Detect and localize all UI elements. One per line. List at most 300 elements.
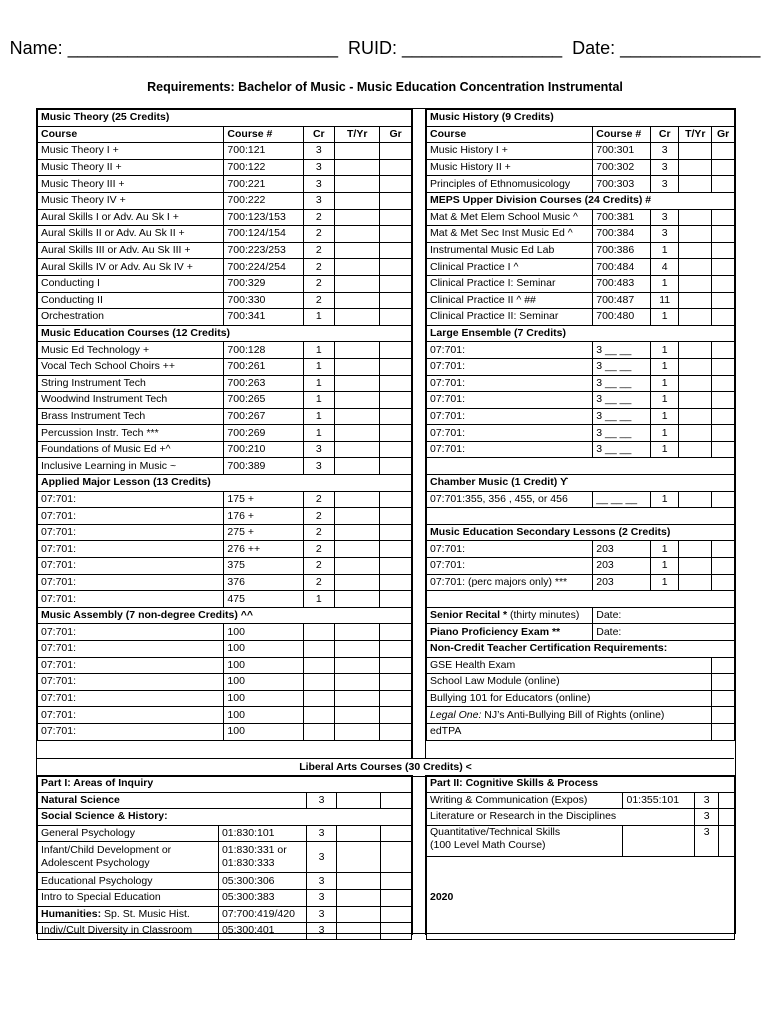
course-number: 175 +	[224, 491, 303, 508]
blank-cell	[335, 574, 380, 591]
course-number: 100	[224, 657, 303, 674]
blank-cell	[712, 259, 735, 276]
course-cr	[303, 674, 335, 691]
course-name: 07:701:	[38, 558, 224, 575]
part2-title: Part II: Cognitive Skills & Process	[427, 776, 735, 793]
edtpa-item: edTPA	[427, 723, 712, 740]
course-name: General Psychology	[38, 825, 219, 842]
course-name: 07:701:	[38, 723, 224, 740]
course-name: Conducting II	[38, 292, 224, 309]
table-row	[38, 242, 412, 259]
blank-cell	[335, 723, 380, 740]
senior-recital-row	[427, 607, 735, 624]
blank-cell	[335, 674, 380, 691]
course-name: Intro to Special Education	[38, 889, 219, 906]
course-cr	[303, 723, 335, 740]
blank-cell	[380, 674, 412, 691]
secondary-lessons-section	[427, 524, 735, 541]
course-number: 05:300:306	[218, 873, 306, 890]
blank-cell	[712, 358, 735, 375]
course-name: 07:701:	[38, 508, 224, 525]
blank-cell	[335, 176, 380, 193]
course-number: 700:389	[224, 458, 303, 475]
course-cr: 1	[651, 275, 679, 292]
table-row	[38, 176, 412, 193]
table-row	[38, 624, 412, 641]
course-name: Clinical Practice II: Seminar	[427, 309, 593, 326]
blank-cell	[380, 176, 412, 193]
course-name: Music Theory II +	[38, 159, 224, 176]
course-name: 07:701:	[427, 425, 593, 442]
course-cr: 3	[303, 143, 335, 160]
blank-cell	[679, 392, 712, 409]
humanities-number: 07:700:419/420	[218, 906, 306, 923]
course-number: 700:223/253	[224, 242, 303, 259]
social-science-title: Social Science & History:	[38, 809, 412, 826]
table-row	[38, 558, 412, 575]
course-number: 100	[224, 707, 303, 724]
course-name: Music Theory IV +	[38, 192, 224, 209]
course-name: Conducting I	[38, 275, 224, 292]
blank-cell	[335, 259, 380, 276]
course-number: 700:221	[224, 176, 303, 193]
table-row	[38, 375, 412, 392]
table-row	[38, 358, 412, 375]
piano-label: Piano Proficiency Exam **	[427, 624, 593, 641]
table-row	[38, 524, 412, 541]
blank-cell	[712, 441, 735, 458]
course-name: 07:701:	[427, 342, 593, 359]
table-row	[38, 674, 412, 691]
course-name: Principles of Ethnomusicology	[427, 176, 593, 193]
course-name: Woodwind Instrument Tech	[38, 392, 224, 409]
blank-cell	[712, 425, 735, 442]
course-number: 700:384	[593, 226, 651, 243]
meps-section-title: MEPS Upper Division Courses (24 Credits) #	[427, 192, 735, 209]
blank-cell	[679, 259, 712, 276]
course-cr: 1	[651, 425, 679, 442]
blank-cell	[679, 176, 712, 193]
course-name: Inclusive Learning in Music ~	[38, 458, 224, 475]
blank-cell	[679, 408, 712, 425]
course-name: Music History II +	[427, 159, 593, 176]
blank-cell	[712, 491, 735, 508]
part1-title: Part I: Areas of Inquiry	[38, 776, 412, 793]
quant-cr: 3	[695, 825, 719, 856]
course-number: 700:329	[224, 275, 303, 292]
course-number: 700:267	[224, 408, 303, 425]
large-ensemble-section-title: Large Ensemble (7 Credits)	[427, 325, 735, 342]
table-row	[38, 707, 412, 724]
blank-cell	[679, 275, 712, 292]
table-row	[38, 591, 412, 608]
course-name: 07:701:	[38, 707, 224, 724]
course-cr: 3	[651, 159, 679, 176]
course-cr: 2	[303, 259, 335, 276]
table-row	[38, 425, 412, 442]
humanities-course: Humanities: Sp. St. Music Hist.	[38, 906, 219, 923]
noncredit-item: GSE Health Exam	[427, 657, 712, 674]
blank-cell	[380, 375, 412, 392]
course-number: 700:386	[593, 242, 651, 259]
blank-cell	[380, 242, 412, 259]
blank-cell	[712, 275, 735, 292]
blank-cell	[380, 342, 412, 359]
blank-cell	[335, 491, 380, 508]
large-ensemble-section	[427, 325, 735, 342]
blank-cell	[335, 375, 380, 392]
left-requirements-table	[37, 109, 412, 741]
course-name: 07:701:	[38, 591, 224, 608]
course-number: 700:222	[224, 192, 303, 209]
course-number: 700:301	[593, 143, 651, 160]
table-row	[38, 292, 412, 309]
course-cr: 3	[303, 458, 335, 475]
course-cr	[303, 641, 335, 658]
course-name: 07:701:	[38, 641, 224, 658]
blank-cell	[380, 707, 412, 724]
blank-cell	[380, 541, 412, 558]
course-cr: 2	[303, 524, 335, 541]
blank-cell	[380, 591, 412, 608]
blank-cell	[335, 707, 380, 724]
course-name: Brass Instrument Tech	[38, 408, 224, 425]
blank-cell	[380, 574, 412, 591]
indiv-cr: 3	[306, 923, 337, 940]
blank-cell	[335, 441, 380, 458]
writing-course: Writing & Communication (Expos)	[427, 792, 623, 809]
noncredit-section-title: Non-Credit Teacher Certification Requirements:	[427, 641, 735, 658]
blank-cell	[335, 508, 380, 525]
natural-science-label: Natural Science	[38, 792, 307, 809]
blank-cell	[380, 226, 412, 243]
blank-cell	[712, 226, 735, 243]
blank-cell	[380, 392, 412, 409]
course-name: 07:701:	[427, 558, 593, 575]
course-cr: 2	[303, 209, 335, 226]
course-number: 3 __ __	[593, 375, 651, 392]
course-number: 700:210	[224, 441, 303, 458]
music-theory-section-title: Music Theory (25 Credits)	[38, 110, 412, 127]
noncredit-row	[427, 674, 735, 691]
blank-cell	[679, 342, 712, 359]
table-row	[38, 574, 412, 591]
music-ed-section	[38, 325, 412, 342]
noncredit-item: Bullying 101 for Educators (online)	[427, 690, 712, 707]
blank-cell	[335, 275, 380, 292]
blank-cell	[335, 159, 380, 176]
literature-course: Literature or Research in the Disciplines	[427, 809, 695, 826]
music-history-section	[427, 110, 735, 127]
blank-cell	[712, 176, 735, 193]
course-number: 700:128	[224, 342, 303, 359]
course-number: 275 +	[224, 524, 303, 541]
course-name: 07:701:	[427, 358, 593, 375]
noncredit-row	[427, 723, 735, 740]
blank-cell	[712, 690, 735, 707]
blank-cell	[380, 508, 412, 525]
course-name: 07:701:	[38, 541, 224, 558]
infant-course: Infant/Child Development or Adolescent Psychology	[38, 842, 219, 873]
course-number: 700:303	[593, 176, 651, 193]
course-name: Foundations of Music Ed +^	[38, 441, 224, 458]
blank-cell	[335, 657, 380, 674]
literature-cr: 3	[695, 809, 719, 826]
course-name: Instrumental Music Ed Lab	[427, 242, 593, 259]
course-number: 700:341	[224, 309, 303, 326]
course-number: 3 __ __	[593, 342, 651, 359]
course-name: Orchestration	[38, 309, 224, 326]
course-cr: 1	[303, 591, 335, 608]
course-name: Mat & Met Elem School Music ^	[427, 209, 593, 226]
course-cr: 2	[303, 226, 335, 243]
blank-cell	[380, 209, 412, 226]
applied-lesson-section-title: Applied Major Lesson (13 Credits)	[38, 475, 412, 492]
course-name: Aural Skills III or Adv. Au Sk III +	[38, 242, 224, 259]
course-cr: 2	[303, 275, 335, 292]
table-row	[427, 558, 735, 575]
table-row	[38, 541, 412, 558]
course-cr: 1	[303, 392, 335, 409]
table-row	[427, 259, 735, 276]
applied-lesson-section	[38, 475, 412, 492]
course-cr: 3	[651, 143, 679, 160]
noncredit-item: School Law Module (online)	[427, 674, 712, 691]
humanities-cr: 3	[306, 906, 337, 923]
blank-cell	[335, 342, 380, 359]
blank-cell	[712, 657, 735, 674]
blank-cell	[335, 226, 380, 243]
course-cr	[303, 690, 335, 707]
course-number: 700:121	[224, 143, 303, 160]
table-row	[38, 226, 412, 243]
column-header: Cr	[303, 126, 335, 143]
blank-cell	[679, 491, 712, 508]
course-cr: 2	[303, 574, 335, 591]
blank-cell	[712, 159, 735, 176]
course-number: __ __ __	[593, 491, 651, 508]
course-number: 376	[224, 574, 303, 591]
course-number: 375	[224, 558, 303, 575]
course-name: 07:701:	[427, 441, 593, 458]
table-row	[38, 441, 412, 458]
table-row	[38, 309, 412, 326]
table-row	[427, 176, 735, 193]
blank-cell	[712, 375, 735, 392]
table-row	[38, 275, 412, 292]
meps-section	[427, 192, 735, 209]
column-header: T/Yr	[335, 126, 380, 143]
chamber-section-title: Chamber Music (1 Credit) ϒ	[427, 475, 735, 492]
liberal-part2-table	[426, 775, 735, 940]
course-name: Music Theory I +	[38, 143, 224, 160]
course-cr: 3	[303, 441, 335, 458]
course-cr: 3	[306, 889, 337, 906]
course-name: 07:701:	[38, 657, 224, 674]
blank-cell	[335, 624, 380, 641]
noncredit-section	[427, 641, 735, 658]
blank-cell	[679, 209, 712, 226]
course-number: 700:261	[224, 358, 303, 375]
table-row	[427, 242, 735, 259]
table-row	[427, 159, 735, 176]
blank-cell	[679, 574, 712, 591]
blank-cell	[335, 209, 380, 226]
course-number: 203	[593, 574, 651, 591]
spacer-row	[427, 508, 735, 525]
blank-cell	[712, 558, 735, 575]
blank-cell	[335, 641, 380, 658]
course-number: 203	[593, 541, 651, 558]
course-name: 07:701:	[38, 491, 224, 508]
course-name: 07:701:	[427, 375, 593, 392]
course-number: 700:269	[224, 425, 303, 442]
blank-cell	[679, 159, 712, 176]
course-cr: 1	[651, 574, 679, 591]
blank-cell	[712, 342, 735, 359]
course-cr: 1	[303, 309, 335, 326]
header-line: Name: ___________________________ RUID: ________________ Date: ______________	[9, 38, 761, 58]
blank-cell	[679, 375, 712, 392]
course-name: 07:701:	[38, 624, 224, 641]
blank-cell	[380, 408, 412, 425]
table-row	[38, 259, 412, 276]
course-name: 07:701:	[38, 574, 224, 591]
course-name: 07:701:	[427, 392, 593, 409]
blank-cell	[380, 524, 412, 541]
blank-cell	[335, 591, 380, 608]
course-number: 475	[224, 591, 303, 608]
table-row	[427, 441, 735, 458]
course-cr: 4	[651, 259, 679, 276]
course-cr: 3	[303, 176, 335, 193]
course-name: 07:701:	[38, 690, 224, 707]
blank-cell	[380, 143, 412, 160]
blank-cell	[335, 408, 380, 425]
course-name: Music Theory III +	[38, 176, 224, 193]
course-cr: 3	[651, 226, 679, 243]
music-ed-section-title: Music Education Courses (12 Credits)	[38, 325, 412, 342]
senior-recital-date: Date:	[593, 607, 735, 624]
course-cr: 11	[651, 292, 679, 309]
course-name: Aural Skills I or Adv. Au Sk I +	[38, 209, 224, 226]
blank-cell	[335, 425, 380, 442]
blank-cell	[679, 425, 712, 442]
course-name: Clinical Practice I ^	[427, 259, 593, 276]
column-header-row	[38, 126, 412, 143]
table-row	[38, 192, 412, 209]
course-cr: 3	[651, 176, 679, 193]
course-cr	[303, 657, 335, 674]
course-number: 100	[224, 641, 303, 658]
course-cr	[303, 624, 335, 641]
blank-cell	[335, 242, 380, 259]
course-cr: 1	[651, 392, 679, 409]
course-cr: 1	[651, 242, 679, 259]
blank-cell	[335, 690, 380, 707]
course-number: 700:265	[224, 392, 303, 409]
course-cr: 1	[651, 309, 679, 326]
blank-cell	[380, 624, 412, 641]
music-theory-section	[38, 110, 412, 127]
table-row	[427, 275, 735, 292]
spacer	[427, 458, 735, 475]
course-number: 3 __ __	[593, 408, 651, 425]
blank-cell	[380, 641, 412, 658]
course-cr: 1	[651, 541, 679, 558]
blank-cell	[380, 558, 412, 575]
senior-recital-label: Senior Recital * (thirty minutes)	[427, 607, 593, 624]
infant-course-number: 01:830:331 or 01:830:333	[218, 842, 306, 873]
course-number: 700:480	[593, 309, 651, 326]
table-row	[38, 143, 412, 160]
course-cr: 3	[306, 873, 337, 890]
course-number: 700:381	[593, 209, 651, 226]
blank-cell	[679, 292, 712, 309]
blank-cell	[712, 723, 735, 740]
table-row	[427, 143, 735, 160]
table-row	[38, 342, 412, 359]
spacer-row	[427, 458, 735, 475]
piano-row	[427, 624, 735, 641]
course-cr: 1	[303, 425, 335, 442]
course-number: 700:302	[593, 159, 651, 176]
course-name: Aural Skills II or Adv. Au Sk II +	[38, 226, 224, 243]
blank-cell	[335, 558, 380, 575]
course-number: 203	[593, 558, 651, 575]
course-number: 01:830:101	[218, 825, 306, 842]
course-cr: 1	[651, 358, 679, 375]
course-cr: 3	[303, 159, 335, 176]
course-number: 700:483	[593, 275, 651, 292]
noncredit-row	[427, 657, 735, 674]
blank-cell	[335, 143, 380, 160]
table-row	[38, 723, 412, 740]
course-number: 100	[224, 674, 303, 691]
column-header: T/Yr	[679, 126, 712, 143]
table-row	[38, 392, 412, 409]
table-row	[427, 342, 735, 359]
infant-cr: 3	[306, 842, 337, 873]
course-name: Music Ed Technology +	[38, 342, 224, 359]
blank-cell	[380, 441, 412, 458]
blank-cell	[380, 309, 412, 326]
course-name: Clinical Practice II ^ ##	[427, 292, 593, 309]
blank-cell	[380, 358, 412, 375]
course-name: 07:701:355, 356 , 455, or 456	[427, 491, 593, 508]
table-row	[427, 375, 735, 392]
blank-cell	[335, 192, 380, 209]
table-row	[38, 159, 412, 176]
blank-cell	[380, 192, 412, 209]
course-cr: 3	[651, 209, 679, 226]
course-cr: 2	[303, 292, 335, 309]
music-assembly-section-title: Music Assembly (7 non-degree Credits) ^^	[38, 607, 412, 624]
course-name: Music History I +	[427, 143, 593, 160]
course-number: 3 __ __	[593, 358, 651, 375]
column-divider	[411, 109, 426, 758]
course-cr: 1	[303, 342, 335, 359]
course-cr: 1	[651, 491, 679, 508]
column-header: Course #	[593, 126, 651, 143]
course-number: 700:123/153	[224, 209, 303, 226]
course-number: 700:122	[224, 159, 303, 176]
blank-cell	[380, 159, 412, 176]
piano-date: Date:	[593, 624, 735, 641]
natural-science-cr: 3	[306, 792, 337, 809]
column-header: Course #	[224, 126, 303, 143]
course-name: 07:701:	[38, 524, 224, 541]
